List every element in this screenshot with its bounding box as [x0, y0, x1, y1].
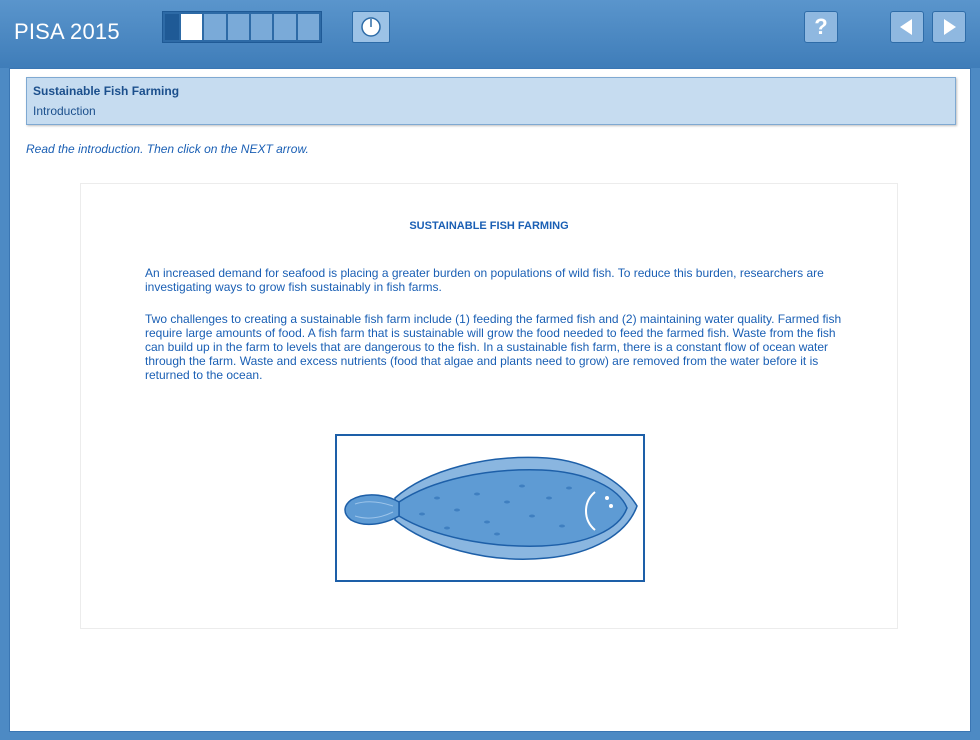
- progress-segment: [298, 14, 319, 40]
- help-icon: ?: [814, 14, 828, 39]
- triangle-left-icon: [897, 17, 917, 37]
- fish-image-frame: [335, 434, 645, 582]
- stimulus-paragraph: An increased demand for seafood is placing a greater burden on populations of wild fish. To reduce this burden, researchers are investigating ways to grow fish sustainably in fish farms.: [145, 266, 824, 294]
- stimulus-heading: SUSTAINABLE FISH FARMING: [409, 220, 569, 232]
- progress-segment: [204, 14, 225, 40]
- stimulus-paragraph: Two challenges to creating a sustainable fish farm include (1) feeding the farmed fish and (2) maintaining water quality. Farmed fish require large amounts of food. A fish farm that is sustainable will grow the food needed to feed the farmed fish. Waste from the fish can build up in the farm to levels that are dangerous to the fish. In a sustainable fish farm, there is a constant flow of ocean water through the farm. Waste and excess nutrients (food that algae and plants need to grow) are removed from the water before it is returned to the ocean.: [145, 312, 842, 382]
- timer-icon: [360, 16, 382, 38]
- progress-segment: [251, 14, 272, 40]
- triangle-right-icon: [939, 17, 959, 37]
- progress-segment: [165, 14, 179, 40]
- instruction-text: Read the introduction. Then click on the NEXT arrow.: [26, 142, 309, 156]
- progress-segment: [228, 14, 249, 40]
- progress-segment: [274, 14, 295, 40]
- unit-title: Sustainable Fish Farming: [33, 84, 180, 98]
- unit-header: [26, 77, 956, 125]
- unit-subtitle: Introduction: [33, 104, 96, 118]
- timer-button[interactable]: [352, 11, 390, 43]
- next-button[interactable]: [932, 11, 966, 43]
- flatfish-illustration: [337, 436, 643, 580]
- progress-segment-current: [181, 14, 202, 40]
- app-title: PISA 2015: [14, 19, 120, 44]
- stimulus-panel: [80, 183, 898, 629]
- help-button[interactable]: [804, 11, 838, 43]
- progress-indicator: [162, 11, 322, 43]
- top-bar: [0, 0, 980, 68]
- back-button[interactable]: [890, 11, 924, 43]
- content-frame: [9, 68, 971, 732]
